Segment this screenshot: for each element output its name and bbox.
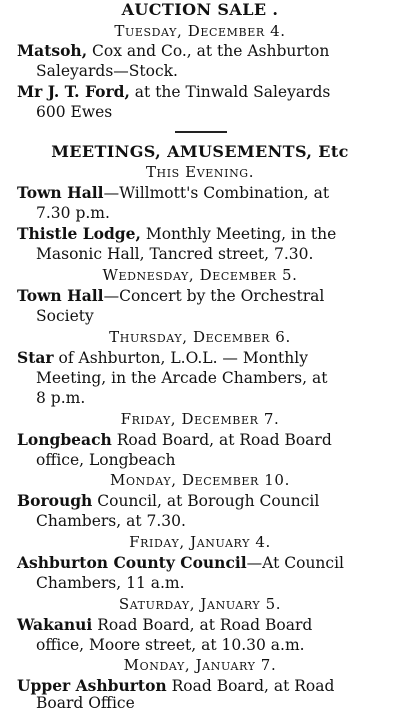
monday-heading: Monday, December 10. — [110, 471, 290, 489]
auction-entry-matson — [17, 41, 329, 61]
entry-text: Council, at Borough Council — [92, 492, 320, 510]
this-evening-heading: This Evening. — [145, 163, 255, 181]
entry-name: Matsoh, — [17, 41, 88, 60]
friday-heading: Friday, December 7. — [120, 410, 280, 428]
entry-thistle-lodge — [17, 224, 336, 244]
entry-text: —At Council — [246, 554, 345, 572]
entry-name: Upper Ashburton — [17, 676, 167, 695]
entry-name: Thistle Lodge, — [17, 224, 141, 243]
entry-town-hall-2 — [17, 286, 324, 306]
entry-text: Road Board, at Road Board — [92, 616, 313, 634]
entry-text: at the Tinwald Saleyards — [129, 83, 331, 101]
saturday-january-heading: Saturday, January 5. — [118, 595, 282, 613]
auction-date-heading: Tuesday, December 4. — [114, 22, 286, 40]
entry-name: Borough — [17, 491, 93, 510]
auction-sales-heading: AUCTION SALE . — [121, 0, 279, 19]
entry-text: Cox and Co., at the Ashburton — [87, 42, 330, 60]
entry-name: Mr J. T. Ford, — [17, 82, 130, 101]
entry-upper-ashburton-cont: Board Office — [36, 694, 135, 712]
entry-text: —Concert by the Orchestral — [103, 287, 325, 305]
entry-name: Longbeach — [17, 430, 112, 449]
entry-town-hall-2-cont: Society — [36, 307, 94, 325]
friday-january-heading: Friday, January 4. — [129, 533, 271, 551]
wednesday-heading: Wednesday, December 5. — [102, 266, 298, 284]
entry-name: Wakanui — [17, 615, 93, 634]
entry-name: Town Hall — [17, 286, 104, 305]
auction-entry-ford — [17, 82, 330, 102]
entry-county-council-cont: Chambers, 11 a.m. — [36, 574, 185, 592]
entry-thistle-lodge-cont: Masonic Hall, Tancred street, 7.30. — [36, 245, 314, 263]
entry-county-council — [17, 553, 344, 573]
entry-text: Road Board, at Road — [166, 677, 335, 695]
entry-borough-council-cont: Chambers, at 7.30. — [36, 512, 186, 530]
entry-borough-council — [17, 491, 319, 511]
entry-star-lol — [17, 348, 308, 368]
meetings-heading: MEETINGS, AMUSEMENTS, Etc — [51, 142, 349, 161]
monday-january-heading: Monday, January 7. — [123, 656, 277, 674]
entry-town-hall-1 — [17, 183, 329, 203]
entry-name: Star — [17, 348, 54, 367]
section-divider — [175, 131, 227, 133]
thursday-heading: Thursday, December 6. — [109, 328, 291, 346]
entry-text: of Ashburton, L.O.L. — Monthly — [53, 349, 308, 367]
entry-wakanui-cont: office, Moore street, at 10.30 a.m. — [36, 636, 305, 654]
entry-name: Ashburton County Council — [17, 553, 247, 572]
entry-town-hall-1-cont: 7.30 p.m. — [36, 204, 110, 222]
entry-wakanui — [17, 615, 312, 635]
entry-star-lol-cont-2: 8 p.m. — [36, 389, 86, 407]
entry-star-lol-cont-1: Meeting, in the Arcade Chambers, at — [36, 369, 328, 387]
entry-text: Monthly Meeting, in the — [140, 225, 337, 243]
entry-name: Town Hall — [17, 183, 104, 202]
entry-longbeach-cont: office, Longbeach — [36, 451, 176, 469]
auction-entry-ford-cont: 600 Ewes — [36, 103, 113, 121]
auction-entry-matson-cont: Saleyards—Stock. — [36, 62, 178, 80]
entry-text: Road Board, at Road Board — [111, 431, 332, 449]
entry-longbeach — [17, 430, 332, 450]
entry-text: —Willmott's Combination, at — [103, 184, 330, 202]
